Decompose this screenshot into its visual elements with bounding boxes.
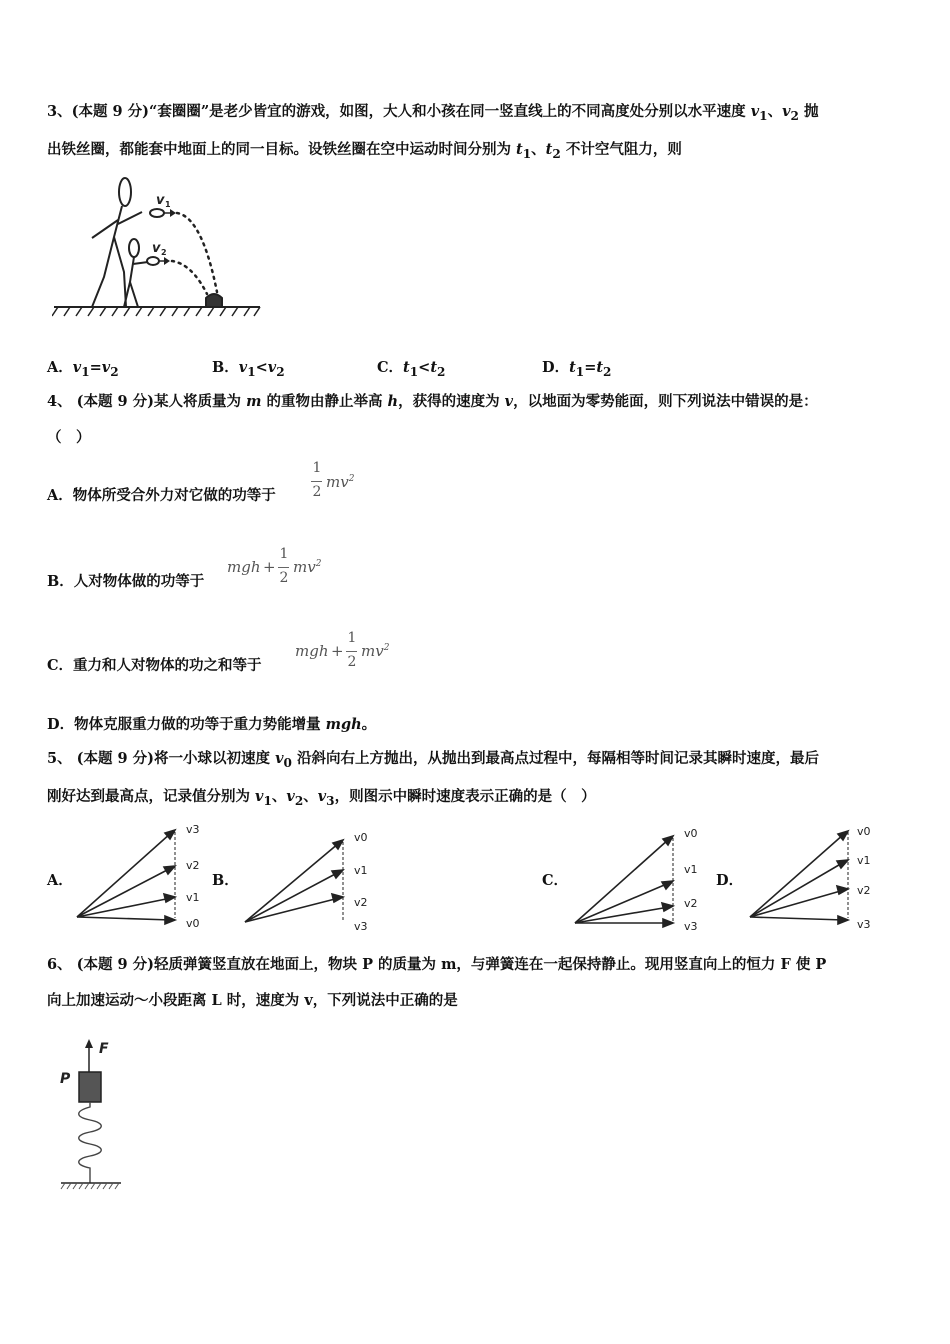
q5-option-c[interactable]: C． xyxy=(542,872,569,889)
ground-hatch xyxy=(52,307,260,316)
trajectory-2 xyxy=(172,261,207,294)
q4-formula-c: mgh + 1 2 $mv^2$ xyxy=(295,630,390,670)
q5-figure-c xyxy=(572,820,712,935)
q4-option-d[interactable]: D．物体克服重力做的功等于重力势能增量 mgh。 xyxy=(47,716,377,733)
spring xyxy=(79,1102,102,1183)
q5-figure-b xyxy=(242,820,382,935)
ring-2 xyxy=(147,257,159,265)
q5-option-a[interactable]: A． xyxy=(47,872,73,889)
fig-c-label-1: v1 xyxy=(684,863,698,876)
q4-option-a[interactable]: A．物体所受合外力对它做的功等于 xyxy=(47,487,276,504)
q3-stem-line2: 出铁丝圈，都能套中地面上的同一目标。设铁丝圈在空中运动时间分别为 $t_1$、$t_2$ 不计空气阻力，则 xyxy=(47,141,682,161)
fig-b-label-2: v2 xyxy=(354,896,368,909)
q3-option-c[interactable]: C．$t_1<t_2$ xyxy=(377,359,446,379)
fig-b-label-3: v3 xyxy=(354,920,368,933)
fig-c-label-3: v3 xyxy=(684,920,698,933)
q4-option-c[interactable]: C．重力和人对物体的功之和等于 xyxy=(47,657,262,674)
label-v1: v xyxy=(156,193,165,208)
fig-d-label-3: v3 xyxy=(857,918,871,931)
q5-option-d[interactable]: D． xyxy=(716,872,744,889)
fig-d-label-0: v0 xyxy=(857,825,871,838)
ground-hatch xyxy=(61,1183,119,1189)
fig-a-label-0: v3 xyxy=(186,823,200,836)
fig-b-label-0: v0 xyxy=(354,831,368,844)
q6-spring-figure xyxy=(55,1035,135,1195)
q4-formula-b: mgh + 1 2 $mv^2$ xyxy=(227,546,322,586)
label-P: P xyxy=(60,1071,71,1087)
label-v2-sub: 2 xyxy=(161,248,167,257)
fig-a-label-1: v2 xyxy=(186,859,200,872)
q4-stem-line2: （ ） xyxy=(47,429,91,446)
q5-stem-line2: 刚好达到最高点，记录值分别为 $v_1$、$v_2$、$v_3$，则图示中瞬时速度表示正确的是（ ） xyxy=(47,788,596,808)
q3-option-d[interactable]: D．$t_1=t_2$ xyxy=(542,359,612,379)
q5-figure-a xyxy=(74,820,214,935)
child-head xyxy=(129,239,139,257)
q3-ring-toss-figure xyxy=(52,172,267,322)
trajectory-1 xyxy=(177,213,217,292)
label-F: F xyxy=(99,1041,109,1057)
q6-stem-line1: 6、 (本题 9 分)轻质弹簧竖直放在地面上，物块 P 的质量为 m，与弹簧连在一起保持静止。现用竖直向上的恒力 F 使 P xyxy=(47,956,827,973)
q3-option-a[interactable]: A．$v_1=v_2$ xyxy=(47,359,119,379)
label-v1-sub: 1 xyxy=(165,200,171,209)
fig-a-label-2: v1 xyxy=(186,891,200,904)
target xyxy=(206,294,222,307)
fig-a-label-3: v0 xyxy=(186,917,200,930)
q3-stem-line1: 3、(本题 9 分)“套圈圈”是老少皆宜的游戏，如图，大人和小孩在同一竖直线上的不同高度处分别以水平速度 $v_1$、$v_2$ 抛 xyxy=(47,103,819,123)
label-v2: v xyxy=(152,241,161,256)
block-p xyxy=(79,1072,101,1102)
q5-figure-d xyxy=(747,820,887,935)
q4-option-b[interactable]: B．人对物体做的功等于 xyxy=(47,573,205,590)
q5-option-b[interactable]: B． xyxy=(212,872,239,889)
fig-b-label-1: v1 xyxy=(354,864,368,877)
q5-stem-line1: 5、 (本题 9 分)将一小球以初速度 $v_0$ 沿斜向右上方抛出，从抛出到最高点过程中，每隔相等时间记录其瞬时速度，最后 xyxy=(47,750,819,770)
q3-option-b[interactable]: B．$v_1<v_2$ xyxy=(212,359,285,379)
fig-c-label-0: v0 xyxy=(684,827,698,840)
fig-d-label-1: v1 xyxy=(857,854,871,867)
child-body xyxy=(124,257,148,307)
q6-stem-line2: 向上加速运动～小段距离 L 时，速度为 v，下列说法中正确的是 xyxy=(47,992,458,1009)
adult-head xyxy=(119,178,131,206)
fig-c-label-2: v2 xyxy=(684,897,698,910)
q4-stem-line1: 4、 (本题 9 分)某人将质量为 m 的重物由静止举高 h，获得的速度为 v，以地面为零势能面，则下列说法中错误的是： xyxy=(47,393,818,410)
ring-1 xyxy=(150,209,164,217)
q4-formula-a: 1 2 $mv^2$ xyxy=(312,460,355,500)
fig-d-label-2: v2 xyxy=(857,884,871,897)
